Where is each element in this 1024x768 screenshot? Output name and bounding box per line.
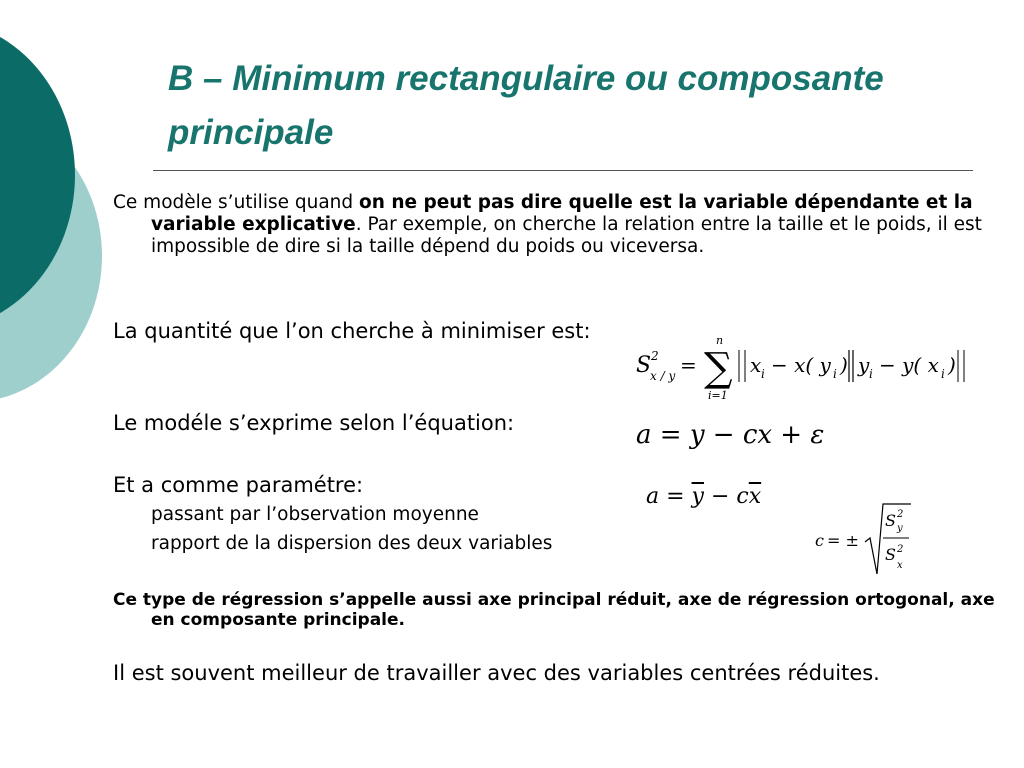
svg-text:x: x — [750, 353, 762, 377]
svg-text:c: c — [815, 531, 824, 550]
svg-text:x / y: x / y — [650, 369, 676, 383]
svg-text:2: 2 — [897, 544, 904, 555]
svg-text:i: i — [761, 367, 765, 381]
svg-text:− x( y: − x( y — [771, 353, 831, 377]
svg-text:): ) — [840, 353, 848, 377]
slide-title: B – Minimum rectangulaire ou composante principale — [168, 59, 884, 152]
svg-text:): ) — [948, 353, 956, 377]
svg-text:S: S — [636, 353, 652, 378]
svg-text:2: 2 — [651, 349, 659, 363]
slope-formula — [815, 498, 925, 578]
intercept-minus: − c — [703, 484, 749, 509]
param-item-dispersion: rapport de la dispersion des deux variables — [151, 533, 553, 554]
svg-text:− y( x: − y( x — [879, 353, 939, 377]
intro-paragraph — [113, 192, 1001, 258]
svg-text:i: i — [941, 367, 945, 381]
svg-text:2: 2 — [897, 509, 904, 520]
sum-formula — [636, 336, 986, 402]
svg-text:∑: ∑ — [704, 345, 733, 391]
model-text: Le modéle s’exprime selon l’équation: — [113, 411, 515, 435]
intercept-equation — [646, 484, 761, 509]
svg-text:=: = — [680, 353, 697, 377]
intro-emphasis: on ne peut pas dire quelle est la variable dépendante et la variable explicative — [151, 192, 973, 235]
svg-text:S: S — [885, 545, 896, 564]
intro-suffix: . Par exemple, on cherche la relation entre la taille et le poids, il est impossible de dire si la taille dépend du poids ou viceversa. — [151, 214, 982, 257]
quantity-text: La quantité que l’on cherche à minimiser est: — [113, 319, 591, 343]
svg-text:n: n — [716, 336, 724, 347]
intercept-x-mean: $\overline{x}$ — [748, 484, 762, 509]
intro-prefix: Ce modèle s’utilise quand — [113, 192, 360, 213]
final-note: Il est souvent meilleur de travailler avec des variables centrées réduites. — [113, 661, 880, 685]
model-equation: a = y − cx + ε — [636, 420, 825, 450]
svg-text:i: i — [869, 367, 873, 381]
title-divider — [153, 170, 973, 171]
intercept-y-mean: $\overline{y}$ — [691, 484, 704, 509]
svg-text:S: S — [885, 511, 896, 530]
svg-text:x: x — [897, 560, 903, 571]
svg-text:= ±: = ± — [827, 531, 859, 550]
svg-text:y: y — [897, 523, 903, 534]
regression-note: Ce type de régression s’appelle aussi axe principal réduit, axe de régression ortogonal, axe en composante principale. — [113, 590, 995, 630]
svg-text:i=1: i=1 — [708, 389, 728, 402]
svg-text:i: i — [833, 367, 837, 381]
parameter-text: Et a comme paramétre: — [113, 473, 364, 497]
param-item-mean: passant par l’observation moyenne — [151, 504, 479, 525]
intercept-lhs: a = — [646, 484, 692, 509]
svg-text:y: y — [858, 353, 870, 377]
